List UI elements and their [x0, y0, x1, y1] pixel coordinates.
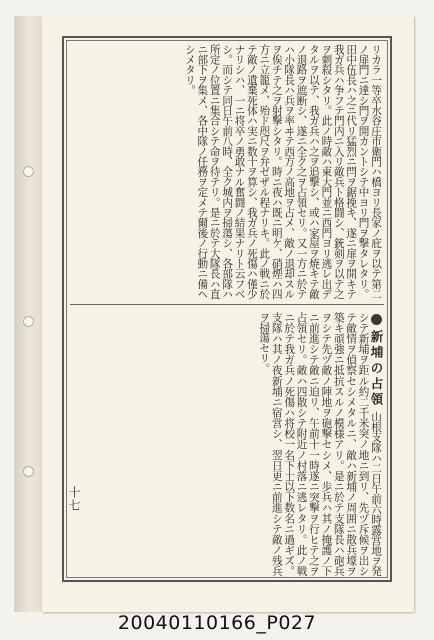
binding-hole — [23, 466, 34, 477]
bottom-text-block — [70, 312, 382, 576]
page-number: 十七 — [67, 486, 81, 512]
bottom-body-text: 山根支隊ハ二日午前六時露営地ヲ発シテ新埔ヲ距ル約二千米突ノ地ニ到リ、先ヅ斥候ヲ出シテ敵情ヲ偵察セシメタルニ、敵ハ新埔ノ周囲ニ散兵壕ヲ築キ頑強ニ抵抗スルノ模様アリ。是ニ於テ支隊長ハ砲兵ヲシテ先ヅ敵ノ陣地ヲ砲撃セシメ、歩兵ハ其ノ掩護ノ下ニ前進シテ敵ニ迫リ、午前十一時遂ニ突撃ヲ行ヒテ之ヲ占領セリ。敵ハ四散シテ附近ノ村落ニ逃レタリ。此ノ戦ニ於テ我ガ兵ノ死傷ハ将校一名下士以下数名ニ過ギズ。支隊ハ其ノ夜新埔ニ宿営シ、翌日更ニ前進シテ敵ノ残兵ヲ掃蕩セリ。 — [258, 312, 382, 577]
book-binding — [14, 16, 43, 612]
image-caption: 20040110166_P027 — [117, 612, 317, 634]
binding-hole — [23, 316, 34, 327]
section-heading: 新埔の占領 — [369, 330, 384, 409]
top-text-block: リカラ一等卒水谷庄市衛門ハ橋ヨリ長家ノ庇ヲ以テ第二ノ扉門ニ達シ門ヲ開カントシテ中ヨリ門ヲ撃タレタリ。田中伍長ハ之ニ代リ猛烈ニ閂ヲ鋸挽キ、遂ニ扉ヲ開キテ我ガ兵ハ争フテ門内ニ入リ敵兵ト格闘シ、銃剣ヲ以テ之ヲ刺殺シタリ。此ノ時敵ハ東大門並ニ西門ヨリ逃レ出デタルヲ以テ、我ガ兵ハ之ヲ追撃シ、或ハ家屋ヲ焼キテ敵ノ退路ヲ遮断シ、遂ニ全ク之ヲ占領セリ。又一方ニ於テハ小隊長ハ兵ヲ率ヰテ西方ノ高地ヲ占メ、敵ノ退却スルヲ俟チテ之ヲ射撃シタリ。時ニ夜ハ既ニ明ケ、硝煙ハ四方ニ立籠メ、殆ド咫尺ヲ弁ゼザル程ナリキ。此ノ戦ニ於テ敵ノ遺棄死体ハ実ニ数十ヲ算シ、我ガ兵ノ死傷ハ僅少ナリシハ、一ニ将卒ノ勇敢ナル奮闘ノ結果ナリト云フベシ。而シテ同日午前八時、全ク城内ヲ掃蕩シ、各部隊ハ所定ノ位置ニ集合シテ命ヲ待テリ。是ニ於テ大隊長ハ直ニ部下ヲ集メ、各中隊ノ任務ヲ定メテ爾後ノ行動ニ備ヘシメタリ。 — [183, 44, 382, 299]
section-divider — [70, 304, 384, 305]
book-page — [42, 16, 414, 612]
binding-hole — [23, 166, 34, 177]
text-frame — [62, 36, 392, 582]
section-bullet-icon — [371, 314, 382, 325]
